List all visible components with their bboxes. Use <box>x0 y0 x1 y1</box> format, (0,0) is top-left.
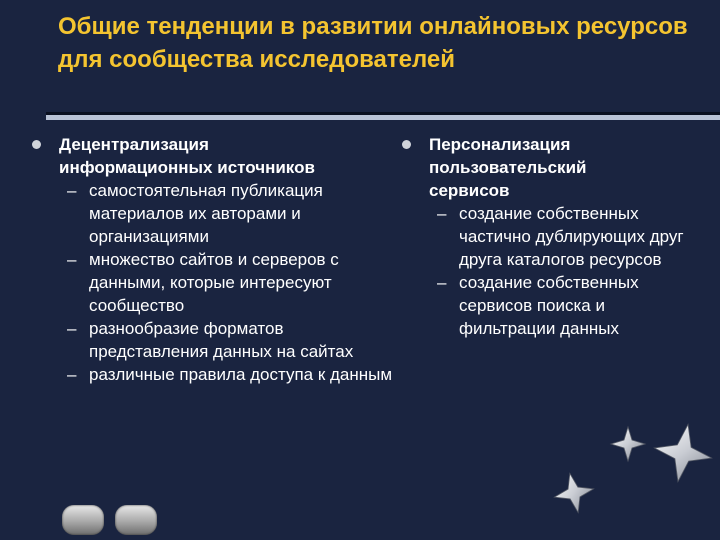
left-heading-line1: Децентрализация <box>59 135 209 154</box>
right-heading-line1: Персонализация <box>429 135 571 154</box>
left-subpoint-text: разнообразие форматов представления данных на сайтах <box>89 319 354 361</box>
dash-icon: – <box>67 181 77 200</box>
left-subpoint-text: самостоятельная публикация материалов их авторами и организациями <box>89 181 323 246</box>
star-icon <box>550 469 597 516</box>
dash-icon: – <box>67 365 77 384</box>
left-subpoint-text: множество сайтов и серверов с данными, которые интересуют сообщество <box>89 250 339 315</box>
dash-icon: – <box>67 319 77 338</box>
right-subpoint-text: создание собственных сервисов поиска и фильтрации данных <box>459 273 639 338</box>
prev-nav-button[interactable] <box>62 505 104 535</box>
star-icon <box>649 419 716 486</box>
dash-icon: – <box>437 204 447 223</box>
dash-icon: – <box>437 273 447 292</box>
right-heading-line2: пользовательский <box>429 158 587 177</box>
right-subpoint-text: создание собственных частично дублирующих друг друга каталогов ресурсов <box>459 204 684 269</box>
left-subpoint-text: различные правила доступа к данным <box>89 365 393 384</box>
star-icon <box>611 427 645 461</box>
slide-title: Общие тенденции в развитии онлайновых ресурсов для сообщества исследователей <box>58 13 688 73</box>
dash-icon: – <box>67 250 77 269</box>
right-heading-line3: сервисов <box>429 181 510 200</box>
left-heading-line2: информационных источников <box>59 158 315 177</box>
next-nav-button[interactable] <box>115 505 157 535</box>
